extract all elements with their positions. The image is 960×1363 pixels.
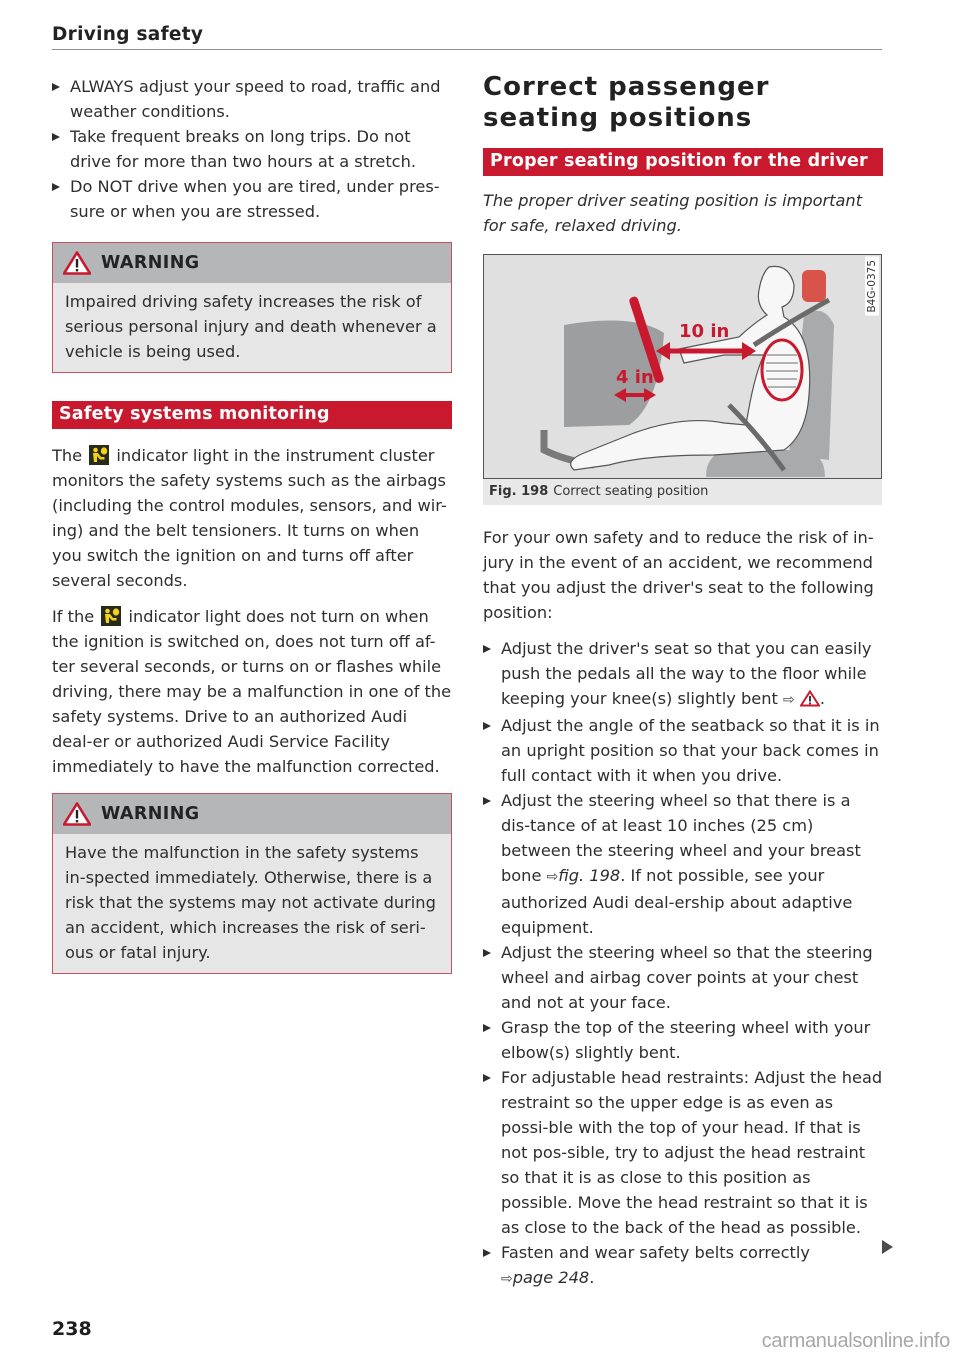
list-item: ALWAYS adjust your speed to road, traffic and weather conditions. [52, 74, 452, 124]
paragraph-indicator-malfunction: If the indicator light does not turn on when the ignition is switched on, does not turn off af-ter several seconds, or turns on or flashes while driving, there may be a malfunction in one of the safety systems. Drive to an authorized Audi deal-er or authorized Audi Service Facility immediately to have the malfunction corrected. [52, 607, 452, 776]
bullet-triangle-icon [483, 1024, 491, 1032]
xref-arrow-icon: ⇨ [783, 692, 795, 708]
watermark: carmanualsonline.info [761, 1330, 950, 1352]
bullet-triangle-icon [483, 1074, 491, 1082]
xref-arrow-icon: ⇨ [546, 869, 559, 885]
warning-xref-icon[interactable] [800, 690, 820, 707]
seating-position-diagram [484, 255, 881, 477]
list-item: Do NOT drive when you are tired, under pres-sure or when you are stressed. [52, 174, 452, 224]
xref-arrow-icon: ⇨ [501, 1271, 513, 1287]
list-item: Adjust the steering wheel so that the steering wheel and airbag cover points at your chest and not at your face. [483, 940, 883, 1015]
bullet-triangle-icon [483, 949, 491, 957]
list-item: Adjust the angle of the seatback so that it is in an upright position so that your back comes in full contact with it when you drive. [483, 713, 883, 788]
intro-text: The proper driver seating position is important for safe, relaxed driving. [483, 191, 863, 235]
figure-198 [483, 254, 882, 505]
continue-arrow-icon [882, 1240, 893, 1254]
bullet-triangle-icon [483, 797, 491, 805]
warning-text: Impaired driving safety increases the risk of serious personal injury and death whenever a vehicle is being used. [65, 292, 437, 361]
recommendation-paragraph: For your own safety and to reduce the risk of in-jury in the event of an accident, we recommend that you adjust the driver's seat to the following position: [483, 528, 874, 622]
paragraph-indicator-monitoring: The indicator light in the instrument cluster monitors the safety systems such as the airbags (including the control modules, sensors, and wir-ing) and the belt tensioners. It turns on when you switch the ignition on and turns off after several seconds. [52, 446, 447, 590]
list-item: Grasp the top of the steering wheel with your elbow(s) slightly bent. [483, 1015, 883, 1065]
right-column [483, 72, 883, 1292]
section-heading-safety-systems: Safety systems monitoring [52, 401, 452, 429]
figure-caption [483, 479, 882, 505]
figure-xref-link[interactable]: fig. 198 [558, 866, 621, 885]
list-item: Fasten and wear safety belts correctly ⇨page 248. [483, 1240, 883, 1292]
running-header [52, 24, 882, 50]
warning-box-impaired-driving [52, 242, 452, 373]
airbag-indicator-icon [89, 445, 109, 465]
bullet-triangle-icon [52, 83, 60, 91]
figure-code: B4G-0375 [865, 257, 879, 316]
section-title: Correct passenger seating positions [483, 72, 770, 133]
driving-tips-list [52, 74, 452, 224]
warning-box-malfunction [52, 793, 452, 974]
label-4in: 4 in [616, 367, 654, 388]
seating-steps-list [483, 636, 883, 1292]
airbag-indicator-icon [101, 606, 121, 626]
page-number: 238 [52, 1318, 92, 1340]
warning-triangle-icon [63, 802, 91, 826]
head-restraint [802, 270, 826, 302]
bullet-triangle-icon [52, 183, 60, 191]
list-item: Adjust the driver's seat so that you can easily push the pedals all the way to the floor while keeping your knee(s) slightly bent ⇨ . [483, 636, 883, 713]
warning-label: WARNING [101, 253, 200, 273]
list-item: Take frequent breaks on long trips. Do not drive for more than two hours at a stretch. [52, 124, 452, 174]
list-item: For adjustable head restraints: Adjust the head restraint so the upper edge is as even as possi-ble with the top of your head. If that is not pos-sible, try to adjust the head restraint so that it is as close to this position as possible. Move the head restraint so that it is as close to the back of the head as possible. [483, 1065, 883, 1240]
bullet-triangle-icon [483, 1249, 491, 1257]
warning-header [53, 243, 451, 283]
bullet-triangle-icon [483, 722, 491, 730]
label-10in: 10 in [679, 321, 730, 342]
warning-header [53, 794, 451, 834]
seating-illustration [483, 254, 882, 479]
warning-label: WARNING [101, 804, 200, 824]
left-column [52, 74, 452, 974]
warning-triangle-icon [63, 251, 91, 275]
bullet-triangle-icon [52, 133, 60, 141]
subsection-heading: Proper seating position for the driver [483, 148, 883, 176]
list-item: Adjust the steering wheel so that there is a dis-tance of at least 10 inches (25 cm) between the steering wheel and your breast bone ⇨fig. 198. If not possible, see your authorized Audi deal-ership about adaptive equipment. [483, 788, 883, 940]
warning-text: Have the malfunction in the safety systems in-spected immediately. Otherwise, there is a risk that the systems may not activate during an accident, which increases the risk of seri-ous or fatal injury. [65, 843, 436, 962]
page-xref-link[interactable]: page 248 [512, 1268, 590, 1287]
chapter-title: Driving safety [52, 24, 204, 45]
figure-number: Fig. 198 [489, 484, 549, 499]
figure-caption-text: Correct seating position [553, 484, 709, 499]
bullet-triangle-icon [483, 645, 491, 653]
